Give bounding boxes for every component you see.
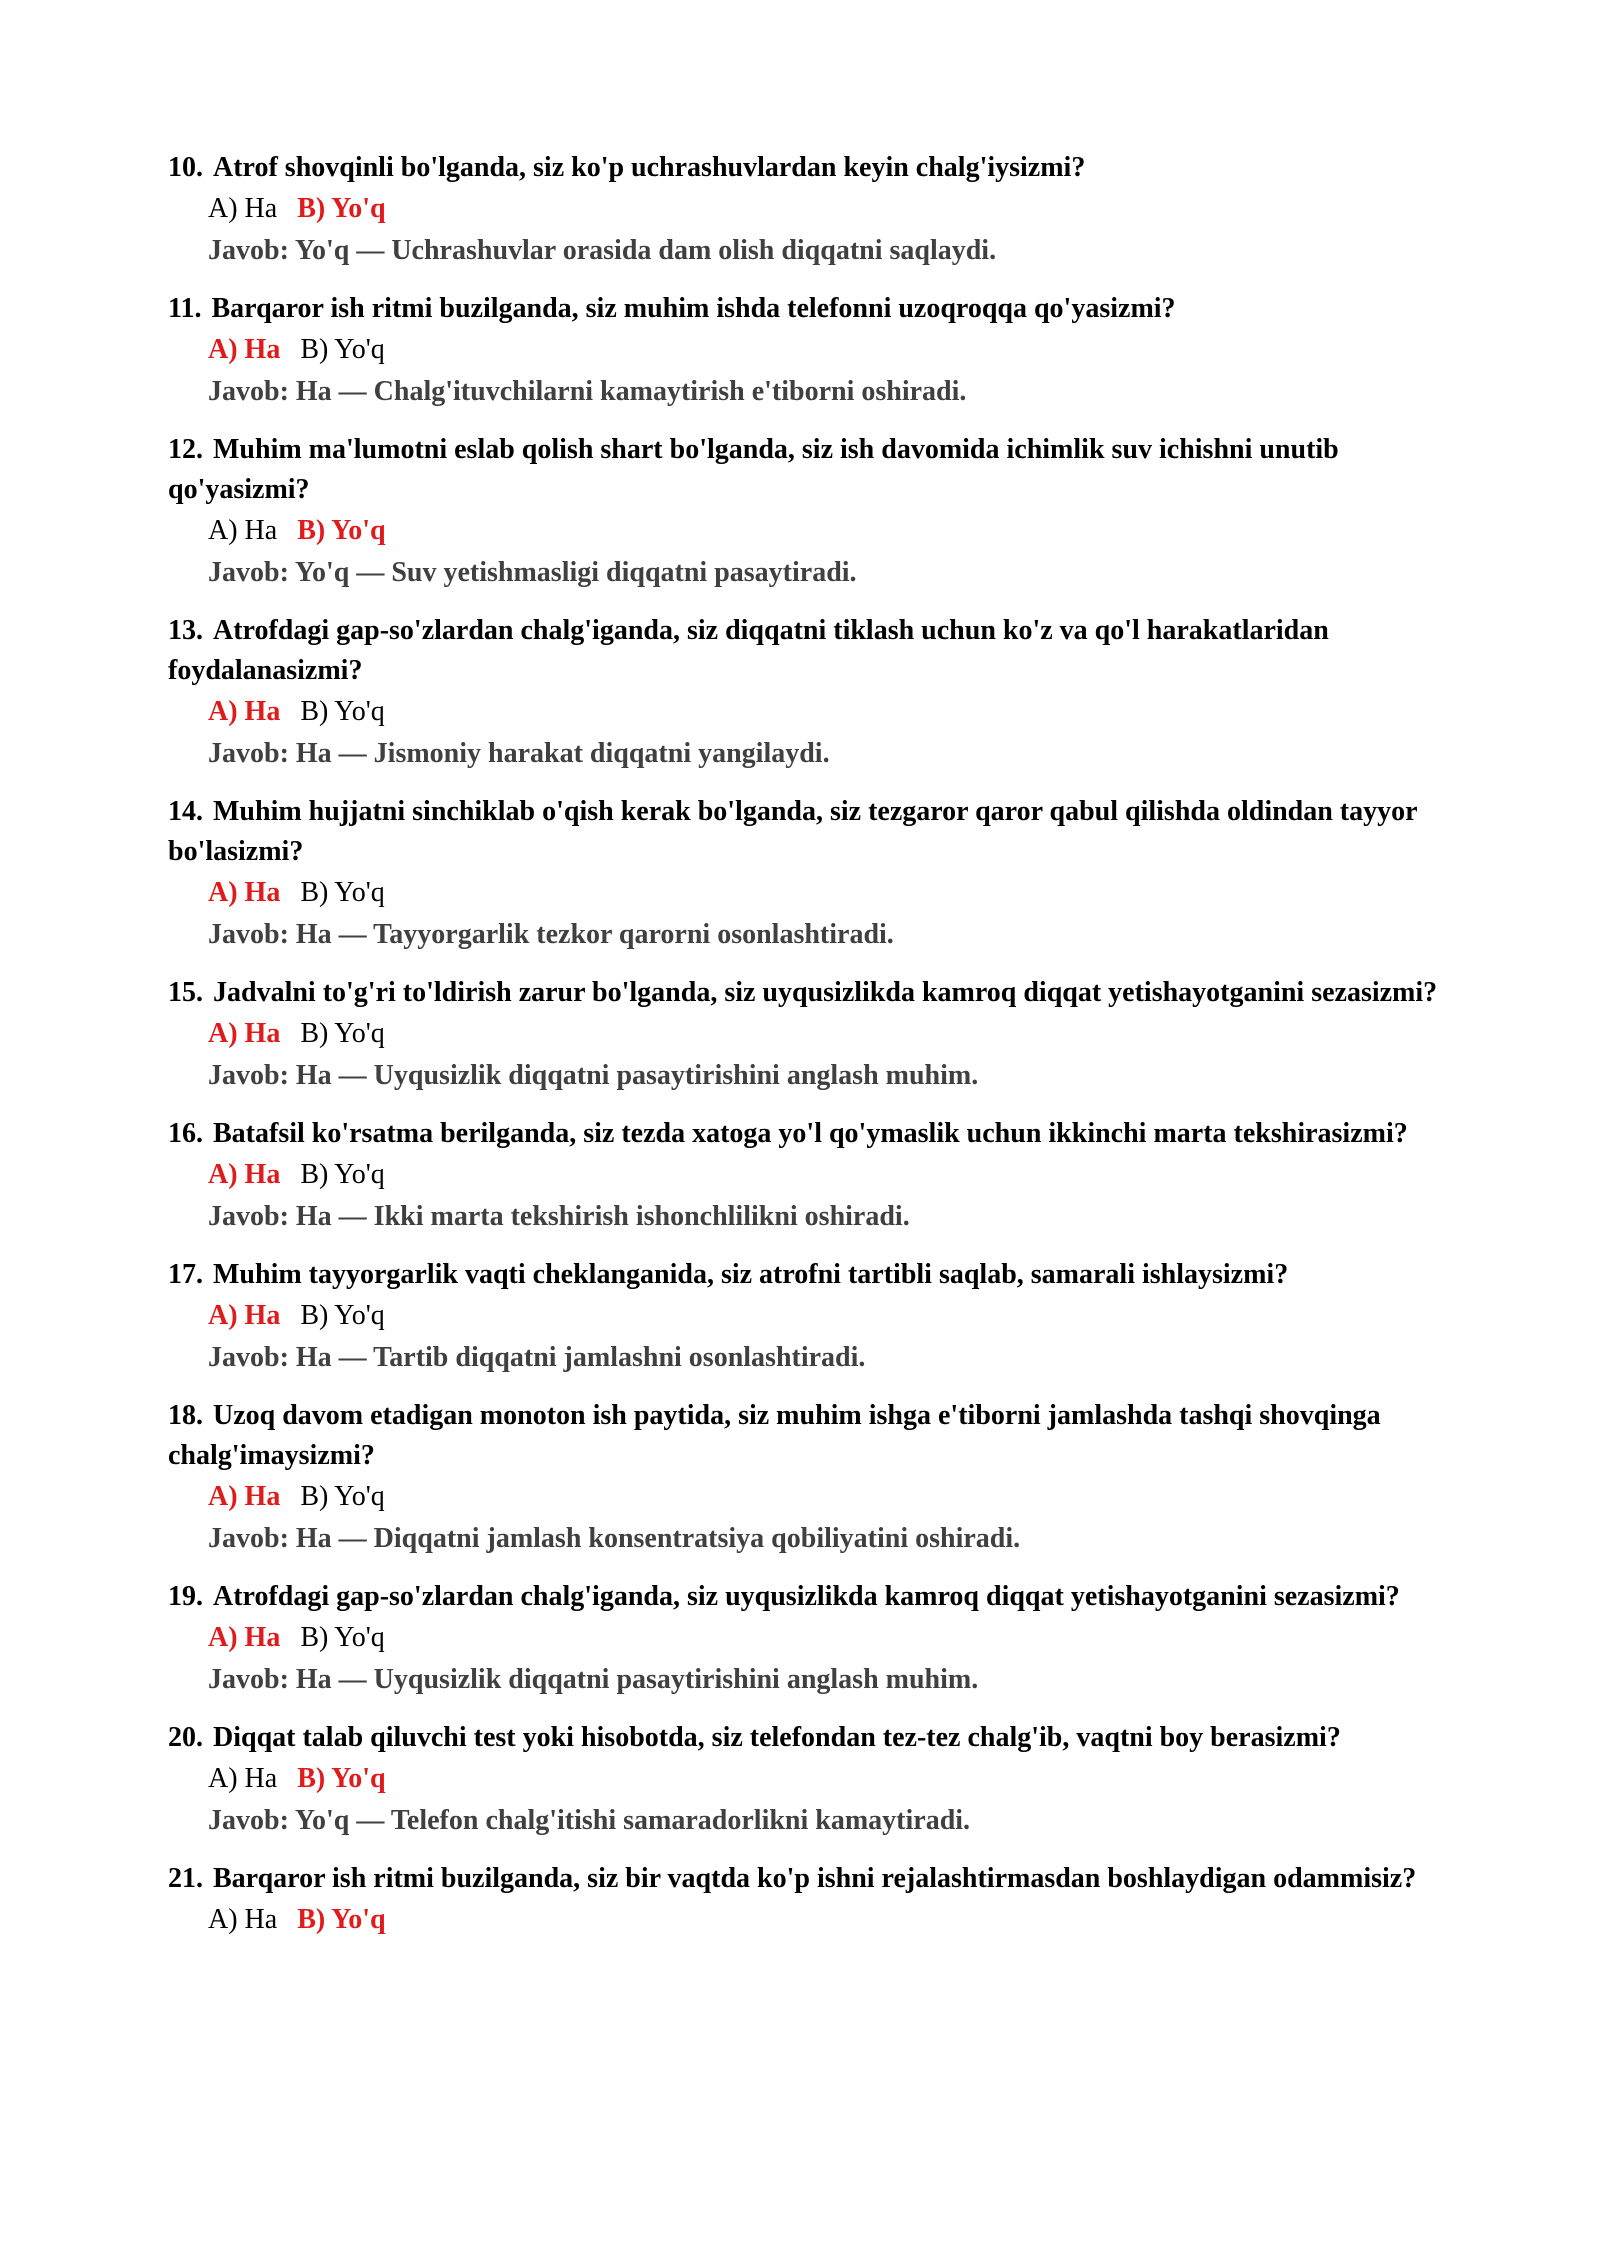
answer-explanation: Javob: Ha — Uyqusizlik diqqatni pasaytirishini anglash muhim.	[208, 1664, 979, 1695]
question-number: 19.	[168, 1581, 203, 1612]
answer-options	[168, 1295, 1443, 1337]
question-item	[168, 1859, 1443, 1941]
question-body: Atrof shovqinli bo'lganda, siz ko'p uchrashuvlardan keyin chalg'iysizmi?	[213, 152, 1086, 183]
answer-explanation: Javob: Yo'q — Uchrashuvlar orasida dam olish diqqatni saqlaydi.	[208, 235, 997, 266]
answer-options	[168, 1617, 1443, 1659]
question-body: Diqqat talab qiluvchi test yoki hisobotda, siz telefondan tez-tez chalg'ib, vaqtni boy berasizmi?	[213, 1722, 1341, 1753]
answer-options	[168, 329, 1443, 371]
question-number: 10.	[168, 152, 203, 183]
answer-options	[168, 1154, 1443, 1196]
question-body: Barqaror ish ritmi buzilganda, siz muhim ishda telefonni uzoqroqqa qo'yasizmi?	[211, 293, 1176, 324]
question-body: Jadvalni to'g'ri to'ldirish zarur bo'lganda, siz uyqusizlikda kamroq diqqat yetishayotganini sezasizmi?	[213, 977, 1438, 1008]
question-body: Batafsil ko'rsatma berilganda, siz tezda xatoga yo'l qo'ymaslik uchun ikkinchi marta tekshirasizmi?	[213, 1118, 1408, 1149]
question-text	[168, 1255, 1443, 1295]
question-item	[168, 289, 1443, 413]
option-a: A) Ha	[208, 1018, 281, 1049]
question-text	[168, 289, 1443, 329]
option-a: A) Ha	[208, 1481, 281, 1512]
question-text	[168, 973, 1443, 1013]
option-a: A) Ha	[208, 1300, 281, 1331]
question-text	[168, 1718, 1443, 1758]
option-b: B) Yo'q	[300, 1622, 385, 1653]
answer-options	[168, 1758, 1443, 1800]
option-a: A) Ha	[208, 193, 278, 224]
option-b: B) Yo'q	[297, 1763, 386, 1794]
question-item	[168, 792, 1443, 956]
question-text	[168, 148, 1443, 188]
option-b: B) Yo'q	[297, 1904, 386, 1935]
question-body: Muhim hujjatni sinchiklab o'qish kerak bo'lganda, siz tezgaror qaror qabul qilishda oldindan tayyor bo'lasizmi?	[168, 796, 1418, 867]
option-b: B) Yo'q	[300, 696, 385, 727]
option-a: A) Ha	[208, 1159, 281, 1190]
question-body: Atrofdagi gap-so'zlardan chalg'iganda, siz diqqatni tiklash uchun ko'z va qo'l harakatlaridan foydalanasizmi?	[168, 615, 1329, 686]
question-number: 16.	[168, 1118, 203, 1149]
option-b: B) Yo'q	[300, 334, 385, 365]
option-b: B) Yo'q	[300, 1018, 385, 1049]
option-b: B) Yo'q	[300, 1300, 385, 1331]
option-a: A) Ha	[208, 1622, 281, 1653]
question-item	[168, 430, 1443, 594]
option-b: B) Yo'q	[297, 193, 386, 224]
option-a: A) Ha	[208, 1904, 278, 1935]
question-number: 18.	[168, 1400, 203, 1431]
question-text	[168, 1396, 1443, 1476]
question-text	[168, 430, 1443, 510]
answer-options	[168, 1899, 1443, 1941]
option-a: A) Ha	[208, 1763, 278, 1794]
question-item	[168, 148, 1443, 272]
question-item	[168, 1255, 1443, 1379]
question-text	[168, 1577, 1443, 1617]
question-body: Atrofdagi gap-so'zlardan chalg'iganda, siz uyqusizlikda kamroq diqqat yetishayotganini sezasizmi?	[213, 1581, 1400, 1612]
option-b: B) Yo'q	[300, 1481, 385, 1512]
question-item	[168, 1396, 1443, 1560]
answer-explanation: Javob: Yo'q — Suv yetishmasligi diqqatni pasaytiradi.	[208, 557, 857, 588]
answer-options	[168, 510, 1443, 552]
option-a: A) Ha	[208, 515, 278, 546]
answer-options	[168, 691, 1443, 733]
question-text	[168, 611, 1443, 691]
question-body: Muhim tayyorgarlik vaqti cheklanganida, siz atrofni tartibli saqlab, samarali ishlaysizmi?	[213, 1259, 1289, 1290]
question-number: 14.	[168, 796, 203, 827]
answer-options	[168, 1013, 1443, 1055]
answer-explanation: Javob: Ha — Diqqatni jamlash konsentratsiya qobiliyatini oshiradi.	[208, 1523, 1021, 1554]
question-body: Barqaror ish ritmi buzilganda, siz bir vaqtda ko'p ishni rejalashtirmasdan boshlaydigan odammisiz?	[213, 1863, 1417, 1894]
question-item	[168, 1114, 1443, 1238]
question-number: 20.	[168, 1722, 203, 1753]
question-number: 17.	[168, 1259, 203, 1290]
question-number: 15.	[168, 977, 203, 1008]
option-b: B) Yo'q	[300, 1159, 385, 1190]
document-page	[168, 148, 1443, 1958]
question-number: 12.	[168, 434, 203, 465]
answer-explanation: Javob: Ha — Uyqusizlik diqqatni pasaytirishini anglash muhim.	[208, 1060, 979, 1091]
answer-options	[168, 872, 1443, 914]
option-b: B) Yo'q	[300, 877, 385, 908]
option-a: A) Ha	[208, 334, 281, 365]
answer-explanation: Javob: Ha — Chalg'ituvchilarni kamaytirish e'tiborni oshiradi.	[208, 376, 967, 407]
answer-options	[168, 1476, 1443, 1518]
question-number: 13.	[168, 615, 203, 646]
answer-explanation: Javob: Ha — Tayyorgarlik tezkor qarorni osonlashtiradi.	[208, 919, 894, 950]
question-text	[168, 1859, 1443, 1899]
answer-explanation: Javob: Ha — Ikki marta tekshirish ishonchlilikni oshiradi.	[208, 1201, 910, 1232]
question-text	[168, 792, 1443, 872]
question-body: Uzoq davom etadigan monoton ish paytida, siz muhim ishga e'tiborni jamlashda tashqi shovqinga chalg'imaysizmi?	[168, 1400, 1381, 1471]
question-item	[168, 611, 1443, 775]
question-number: 21.	[168, 1863, 203, 1894]
answer-explanation: Javob: Ha — Jismoniy harakat diqqatni yangilaydi.	[208, 738, 830, 769]
option-a: A) Ha	[208, 696, 281, 727]
question-body: Muhim ma'lumotni eslab qolish shart bo'lganda, siz ish davomida ichimlik suv ichishni unutib qo'yasizmi?	[168, 434, 1339, 505]
option-a: A) Ha	[208, 877, 281, 908]
question-text	[168, 1114, 1443, 1154]
answer-explanation: Javob: Yo'q — Telefon chalg'itishi samaradorlikni kamaytiradi.	[208, 1805, 971, 1836]
question-item	[168, 1577, 1443, 1701]
option-b: B) Yo'q	[297, 515, 386, 546]
answer-options	[168, 188, 1443, 230]
question-item	[168, 1718, 1443, 1842]
question-item	[168, 973, 1443, 1097]
answer-explanation: Javob: Ha — Tartib diqqatni jamlashni osonlashtiradi.	[208, 1342, 866, 1373]
question-number: 11.	[168, 293, 202, 324]
